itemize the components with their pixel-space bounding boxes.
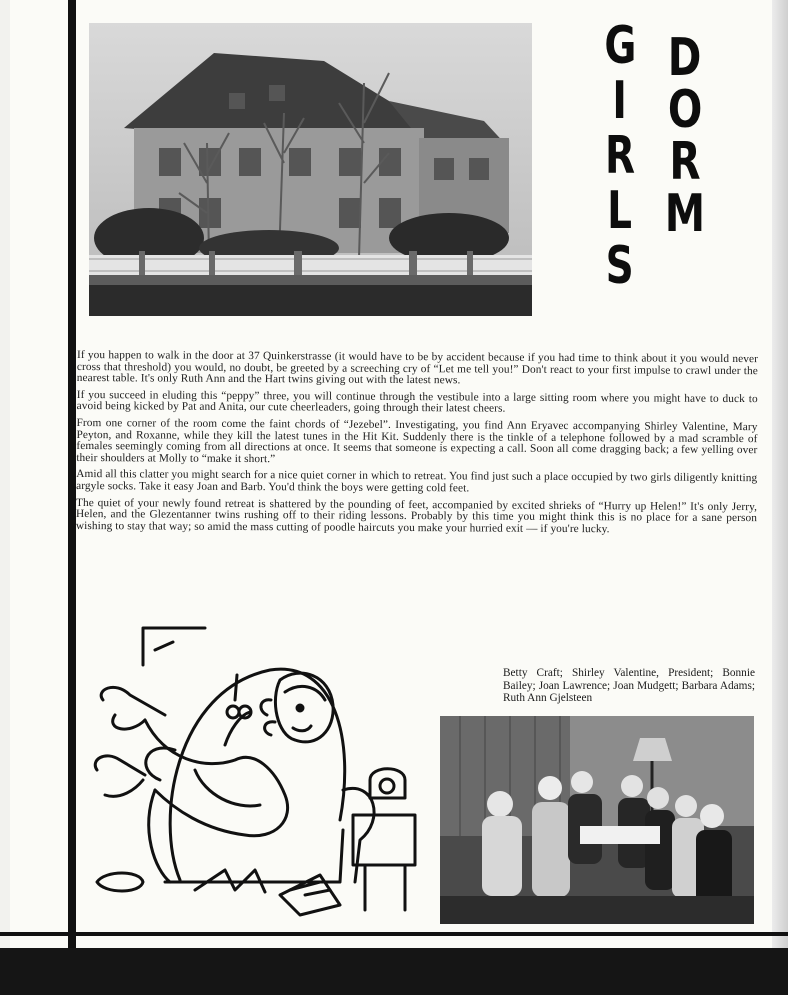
title-letter: M: [664, 184, 706, 244]
bottom-rule: [0, 932, 788, 936]
title-girls: [585, 16, 655, 296]
article-body: [76, 350, 758, 541]
title-letter: D: [668, 28, 702, 88]
article-paragraph: From one corner of the room come the faint chords of “Jezebel”. Investigating, you find Ann Eryavec accompanying Shirley Valentine, Mary Peyton, and Roxanne, while they kill the latest tunes in the Hit Kit. Suddenly there is the tinkle of a telephone followed by a mad scramble of females seemingly coming from all directions at once. It seems that someone is expecting a call. Soon all come dragging back; a few yelling over their shoulders at Molly to “make it short.”: [76, 416, 758, 465]
title-letter: I: [612, 71, 628, 131]
title-letter: R: [604, 126, 636, 186]
article-paragraph: If you happen to walk in the door at 37 Quinkerstrasse (it would have to be by accident because if you had time to think about it you would never cross that threshold) you would, no doubt, be greeted by a screeching cry of “Let me tell you!” Don't react to your first impulse to crawl under the nearest table. It's only Ruth Ann and the Hart twins giving out with the latest news.: [76, 349, 758, 387]
page-gutter-shadow: [772, 0, 788, 995]
article-paragraph: If you succeed in eluding this “peppy” three, you will continue through the vestibule into a large sitting room where you might have to duck to avoid being kicked by Pat and Anita, our cute cheerleaders, going through their latest cheers.: [76, 388, 758, 415]
title-letter: O: [667, 80, 703, 140]
dormitory-house-photo: [89, 23, 532, 316]
title-letter: G: [603, 16, 637, 76]
title-letter: L: [607, 181, 633, 241]
article-paragraph: The quiet of your newly found retreat is shattered by the pounding of feet, accompanied by excited shrieks of “Hurry up Helen!” It's only Jerry, Helen, and the Glezentanner twins rushing off to their riding lessons. Probably by this time you might think this is no place for a sane person wishing to stay that way; so amid the mass cutting of poodle haircuts you make your hurried exit — if you're lucky.: [75, 496, 758, 535]
vertical-rule: [68, 0, 76, 960]
title-letter: R: [669, 132, 701, 192]
residents-group-photo: [440, 716, 754, 924]
cartoon-girl-in-armchair-on-phone: [85, 620, 425, 920]
bottom-band: [0, 948, 788, 995]
group-photo-caption: Betty Craft; Shirley Valentine, President; Bonnie Bailey; Joan Lawrence; Joan Mudgett; Barbara Adams; Ruth Ann Gjelsteen: [503, 667, 755, 705]
title-letter: S: [605, 236, 635, 296]
page-left-margin: [0, 0, 10, 995]
article-paragraph: Amid all this clatter you might search for a nice quiet corner in which to retreat. You find just such a place occupied by two girls diligently knitting argyle socks. Take it easy Joan and Barb. You'd think the boys were getting cold feet.: [76, 468, 758, 495]
title-dorm: [650, 28, 720, 244]
